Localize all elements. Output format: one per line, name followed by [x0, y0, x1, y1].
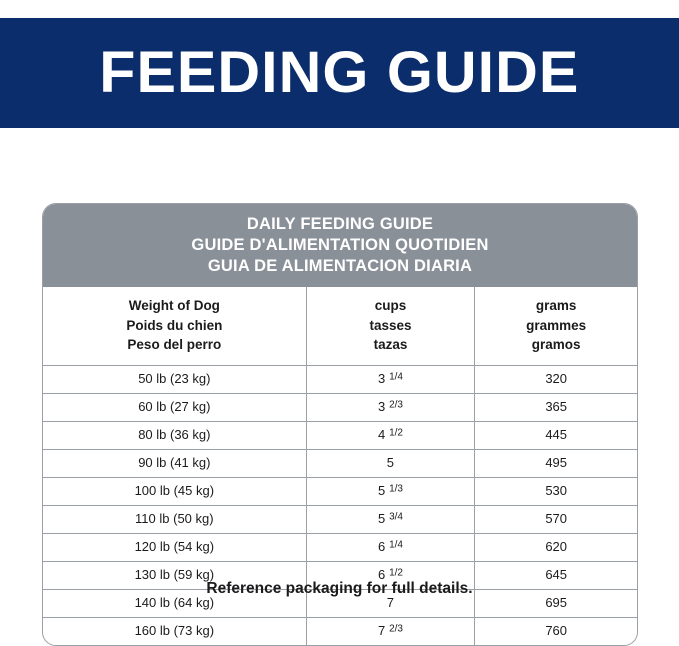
- cell-cups: [306, 533, 475, 561]
- cell-grams: 645: [475, 561, 637, 589]
- cups-fraction: 1/4: [389, 539, 403, 551]
- cell-grams: 760: [475, 617, 637, 645]
- table-row: [43, 533, 637, 561]
- cups-whole: 5: [378, 483, 386, 499]
- cups-whole: 6: [378, 539, 386, 555]
- cell-grams: 620: [475, 533, 637, 561]
- cups-whole: 7: [386, 595, 395, 611]
- footer-note: Reference packaging for full details.: [206, 580, 473, 597]
- table-heading-line-en: DAILY FEEDING GUIDE: [246, 215, 434, 233]
- table-heading: [43, 204, 637, 287]
- cups-fraction: 1/2: [389, 427, 403, 439]
- column-header-cups: [306, 287, 475, 365]
- column-header-grams-es: gramos: [531, 336, 581, 352]
- cups-whole: 5: [386, 455, 395, 471]
- column-header-weight-es: Peso del perro: [127, 336, 222, 352]
- cups-whole: 5: [378, 511, 386, 527]
- cell-weight: 130 lb (59 kg): [43, 561, 306, 589]
- table-heading-line-fr: GUIDE D'ALIMENTATION QUOTIDIEN: [191, 235, 489, 254]
- cell-weight: 80 lb (36 kg): [43, 421, 306, 449]
- cups-fraction: 3/4: [389, 511, 403, 523]
- cell-grams: 570: [475, 505, 637, 533]
- cell-cups: [306, 421, 475, 449]
- cups-fraction: 1/2: [389, 567, 403, 579]
- column-header-grams-en: grams: [535, 298, 577, 314]
- table-heading-line-es: GUIA DE ALIMENTACION DIARIA: [207, 256, 473, 275]
- column-header-weight-fr: Poids du chien: [126, 317, 223, 333]
- table-row: [43, 449, 637, 477]
- cups-whole: 7: [378, 623, 386, 639]
- table-row: [43, 477, 637, 505]
- cell-weight: 50 lb (23 kg): [43, 365, 306, 393]
- table-header-row: [43, 287, 637, 365]
- table-body: [43, 365, 637, 645]
- column-header-cups-fr: tasses: [369, 317, 412, 333]
- cell-weight: 90 lb (41 kg): [43, 449, 306, 477]
- cell-cups: [306, 365, 475, 393]
- cell-weight: 60 lb (27 kg): [43, 393, 306, 421]
- cups-fraction: 1/4: [389, 371, 403, 383]
- cell-cups: [306, 505, 475, 533]
- cups-whole: 6: [378, 567, 386, 583]
- table-row: [43, 393, 637, 421]
- cups-fraction: 2/3: [389, 399, 403, 411]
- cell-cups: [306, 393, 475, 421]
- cell-grams: 495: [475, 449, 637, 477]
- cell-weight: 160 lb (73 kg): [43, 617, 306, 645]
- table-row: [43, 421, 637, 449]
- cell-grams: 530: [475, 477, 637, 505]
- cups-fraction: 2/3: [389, 623, 403, 635]
- column-header-weight: [43, 287, 306, 365]
- cell-grams: 695: [475, 589, 637, 617]
- table-row: [43, 365, 637, 393]
- column-header-cups-en: cups: [374, 298, 407, 314]
- page-title: FEEDING GUIDE: [99, 40, 580, 105]
- cell-grams: 445: [475, 421, 637, 449]
- cups-whole: 3: [378, 371, 386, 387]
- feeding-guide-banner: [0, 18, 679, 128]
- cell-weight: 100 lb (45 kg): [43, 477, 306, 505]
- cell-weight: 140 lb (64 kg): [43, 589, 306, 617]
- cell-weight: 110 lb (50 kg): [43, 505, 306, 533]
- cell-cups: [306, 477, 475, 505]
- cell-cups: [306, 617, 475, 645]
- column-header-cups-es: tazas: [373, 336, 408, 352]
- cell-grams: 365: [475, 393, 637, 421]
- table-row: [43, 617, 637, 645]
- column-header-grams-fr: grammes: [526, 317, 587, 333]
- table-row: [43, 505, 637, 533]
- cups-whole: 4: [378, 427, 386, 443]
- cell-weight: 120 lb (54 kg): [43, 533, 306, 561]
- cell-cups: [306, 449, 475, 477]
- cell-grams: 320: [475, 365, 637, 393]
- column-header-weight-en: Weight of Dog: [128, 298, 220, 314]
- column-header-grams: [475, 287, 637, 365]
- cups-whole: 3: [378, 399, 386, 415]
- cups-fraction: 1/3: [389, 483, 403, 495]
